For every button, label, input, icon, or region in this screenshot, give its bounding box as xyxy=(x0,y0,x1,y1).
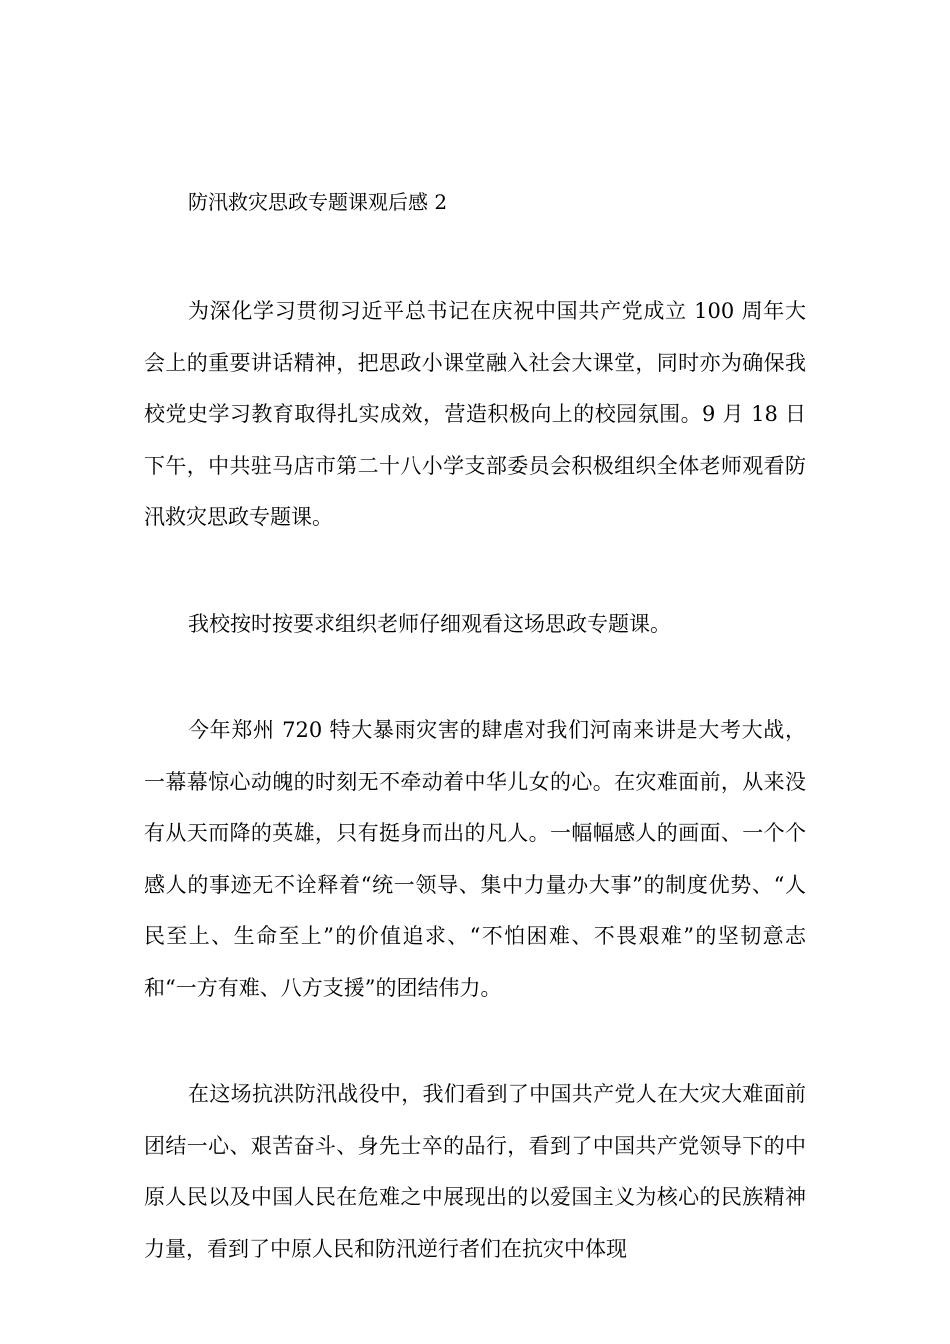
document-title: 防汛救灾思政专题课观后感 2 xyxy=(188,190,448,214)
paragraph-4: 在这场抗洪防汛战役中，我们看到了中国共产党人在大灾大难面前团结一心、艰苦奋斗、身先士卒的品行，看到了中国共产党领导下的中原人民以及中国人民在危难之中展现出的以爱国主义为核心的民族精神力量，看到了中原人民和防汛逆行者们在抗灾中体现 xyxy=(144,1082,806,1261)
document-body xyxy=(144,184,806,1275)
paragraph-3: 今年郑州 720 特大暴雨灾害的肆虐对我们河南来讲是大考大战，一幕幕惊心动魄的时刻无不牵动着中华儿女的心。在灾难面前，从来没有从天而降的英雄，只有挺身而出的凡人。一幅幅感人的画面、一个个感人的事迹无不诠释着“统一领导、集中力量办大事”的制度优势、“人民至上、生命至上”的价值追求、“不怕困难、不畏艰难”的坚韧意志和“一方有难、八方支援”的团结伟力。 xyxy=(144,718,806,1000)
paragraph-1: 为深化学习贯彻习近平总书记在庆祝中国共产党成立 100 周年大会上的重要讲话精神，把思政小课堂融入社会大课堂，同时亦为确保我校党史学习教育取得扎实成效，营造积极向上的校园氛围。9 月 18 日下午，中共驻马店市第二十八小学支部委员会积极组织全体老师观看防汛救灾思政专题课。 xyxy=(144,299,806,529)
paragraph-2: 我校按时按要求组织老师仔细观看这场思政专题课。 xyxy=(188,611,671,636)
